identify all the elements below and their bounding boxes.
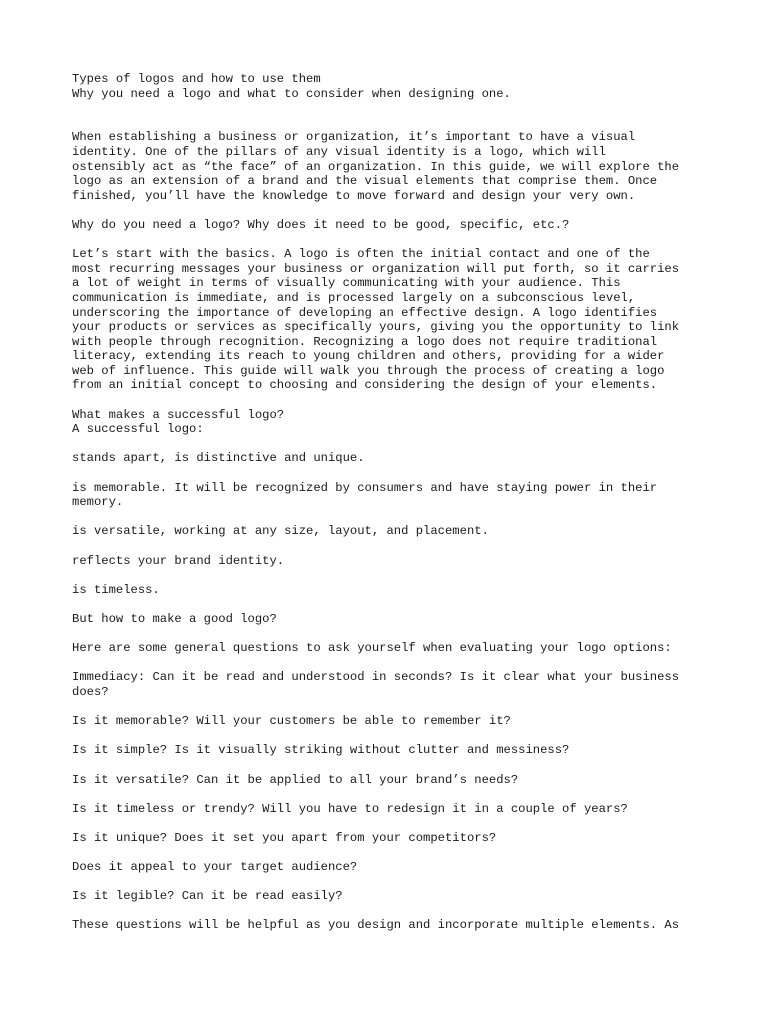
question-item: Is it unique? Does it set you apart from your competitors? (72, 830, 497, 845)
paragraph-line: from an initial concept to choosing and considering the design of your elements. (72, 378, 658, 393)
trait-item: is memorable. It will be recognized by consumers and have staying power in their (72, 480, 658, 495)
basics-paragraph (72, 247, 712, 393)
trait-item: stands apart, is distinctive and unique. (72, 451, 365, 466)
question-item: Immediacy: Can it be read and understood in seconds? Is it clear what your business (72, 670, 680, 685)
paragraph-line: with people through recognition. Recognizing a logo does not require traditional (72, 334, 658, 349)
paragraph-line: Let’s start with the basics. A logo is often the initial contact and one of the (72, 247, 650, 262)
success-heading: What makes a successful logo? (72, 407, 285, 422)
paragraph-line: communication is immediate, and is processed largely on a subconscious level, (72, 290, 636, 305)
question-item: Is it versatile? Can it be applied to all your brand’s needs? (72, 772, 519, 787)
paragraph-line: your products or services as specifically yours, giving you the opportunity to link (72, 320, 680, 335)
document-title: Types of logos and how to use them (72, 72, 321, 86)
trait-item: is timeless. (72, 582, 160, 597)
question-item: Is it timeless or trendy? Will you have to redesign it in a couple of years? (72, 801, 628, 816)
section-question: Why do you need a logo? Why does it need to be good, specific, etc.? (72, 217, 570, 232)
trait-item: is versatile, working at any size, layout, and placement. (72, 524, 489, 539)
success-intro: A successful logo: (72, 422, 204, 437)
paragraph-line: When establishing a business or organization, it’s important to have a visual (72, 130, 636, 145)
closing-line: These questions will be helpful as you design and incorporate multiple elements. As (72, 918, 680, 933)
questions-intro: Here are some general questions to ask yourself when evaluating your logo options: (72, 641, 672, 656)
question-item: Is it simple? Is it visually striking without clutter and messiness? (72, 743, 570, 758)
question-item: Is it legible? Can it be read easily? (72, 889, 343, 904)
paragraph-line: underscoring the importance of developing an effective design. A logo identifies (72, 305, 658, 320)
paragraph-line: logo as an extension of a brand and the visual elements that comprise them. Once (72, 174, 658, 189)
paragraph-line: literacy, extending its reach to young children and others, providing for a wider (72, 349, 665, 364)
question-item: Is it memorable? Will your customers be able to remember it? (72, 714, 511, 729)
trait-item-continued: memory. (72, 495, 124, 510)
document-body (72, 72, 712, 933)
paragraph-line: a lot of weight in terms of visually communicating with your audience. This (72, 276, 621, 291)
paragraph-line: most recurring messages your business or organization will put forth, so it carries (72, 261, 680, 276)
traits-list (72, 451, 712, 597)
document-subtitle: Why you need a logo and what to consider when designing one. (72, 86, 511, 101)
intro-paragraph (72, 130, 712, 203)
paragraph-line: ostensibly act as “the face” of an organization. In this guide, we will explore the (72, 159, 680, 174)
paragraph-line: identity. One of the pillars of any visual identity is a logo, which will (72, 144, 606, 159)
question-item-continued: does? (72, 684, 109, 699)
how-to-heading: But how to make a good logo? (72, 611, 277, 626)
question-item: Does it appeal to your target audience? (72, 860, 358, 875)
questions-list (72, 670, 712, 904)
paragraph-line: web of influence. This guide will walk you through the process of creating a logo (72, 363, 665, 378)
paragraph-line: finished, you’ll have the knowledge to move forward and design your very own. (72, 188, 636, 203)
trait-item: reflects your brand identity. (72, 553, 285, 568)
